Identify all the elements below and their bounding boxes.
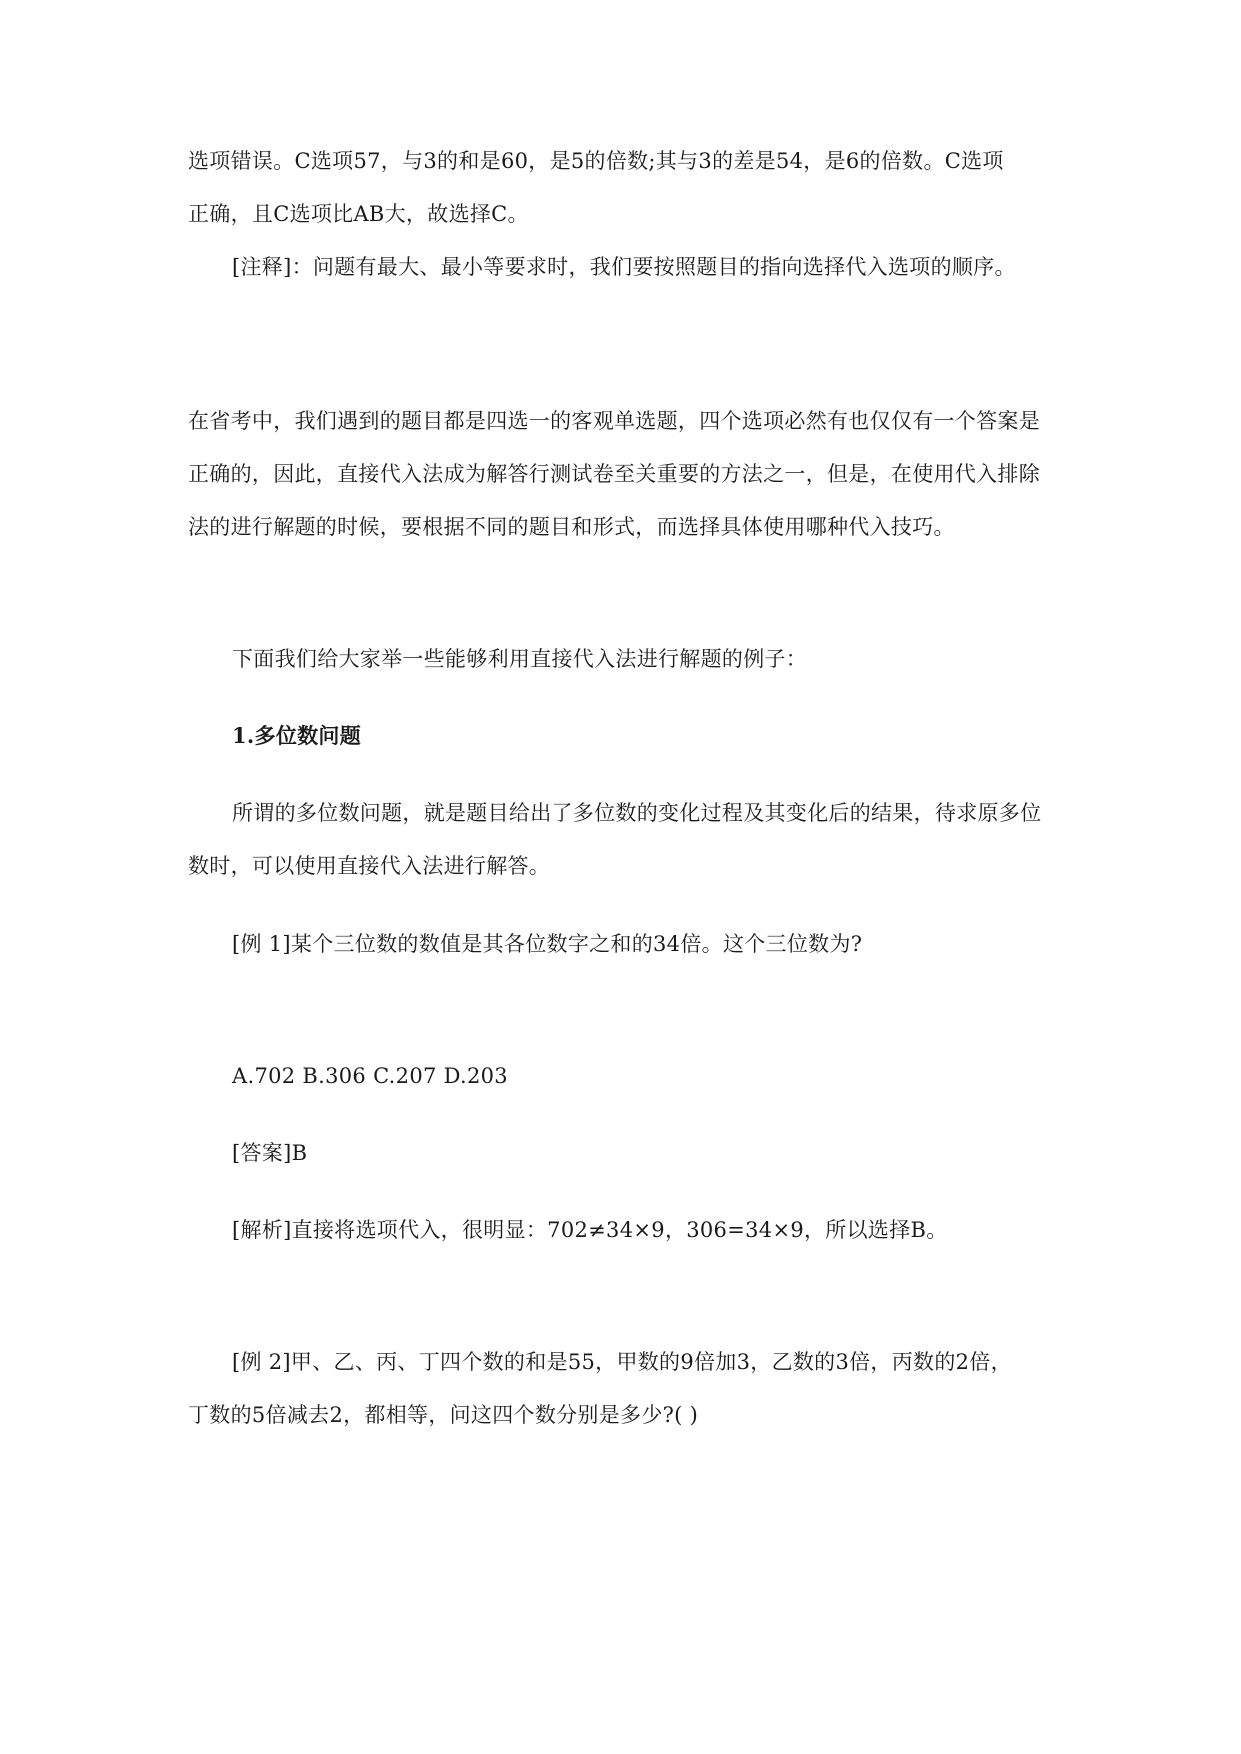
paragraph-line: 所谓的多位数问题，就是题目给出了多位数的变化过程及其变化后的结果，待求原多位 (232, 801, 1042, 825)
analysis-text: [解析]直接将选项代入，很明显：702≠34×9，306=34×9，所以选择B。 (232, 1218, 948, 1242)
example-question: [例 2]甲、乙、丙、丁四个数的和是55，甲数的9倍加3，乙数的3倍，丙数的2倍， (232, 1350, 1012, 1374)
paragraph-line: 法的进行解题的时候，要根据不同的题目和形式，而选择具体使用哪种代入技巧。 (188, 515, 955, 539)
answer-text: [答案]B (232, 1141, 308, 1165)
answer-options: A.702 B.306 C.207 D.203 (232, 1064, 508, 1088)
section-title: 1.多位数问题 (232, 723, 362, 748)
note-text: [注释]：问题有最大、最小等要求时，我们要按照题目的指向选择代入选项的顺序。 (232, 255, 1016, 279)
paragraph-line: 在省考中，我们遇到的题目都是四选一的客观单选题，四个选项必然有也仅仅有一个答案是 (188, 409, 1040, 433)
paragraph-line: 正确的，因此，直接代入法成为解答行测试卷至关重要的方法之一，但是，在使用代入排除 (188, 462, 1040, 486)
intro-text: 下面我们给大家举一些能够利用直接代入法进行解题的例子： (232, 647, 808, 671)
example-question-cont: 丁数的5倍减去2，都相等，问这四个数分别是多少?( ) (188, 1403, 699, 1427)
example-question: [例 1]某个三位数的数值是其各位数字之和的34倍。这个三位数为? (232, 932, 863, 956)
paragraph-line: 选项错误。C选项57，与3的和是60，是5的倍数;其与3的差是54，是6的倍数。C选项 (188, 149, 1004, 173)
paragraph-line: 正确，且C选项比AB大，故选择C。 (188, 202, 529, 226)
paragraph-line: 数时，可以使用直接代入法进行解答。 (188, 854, 551, 878)
